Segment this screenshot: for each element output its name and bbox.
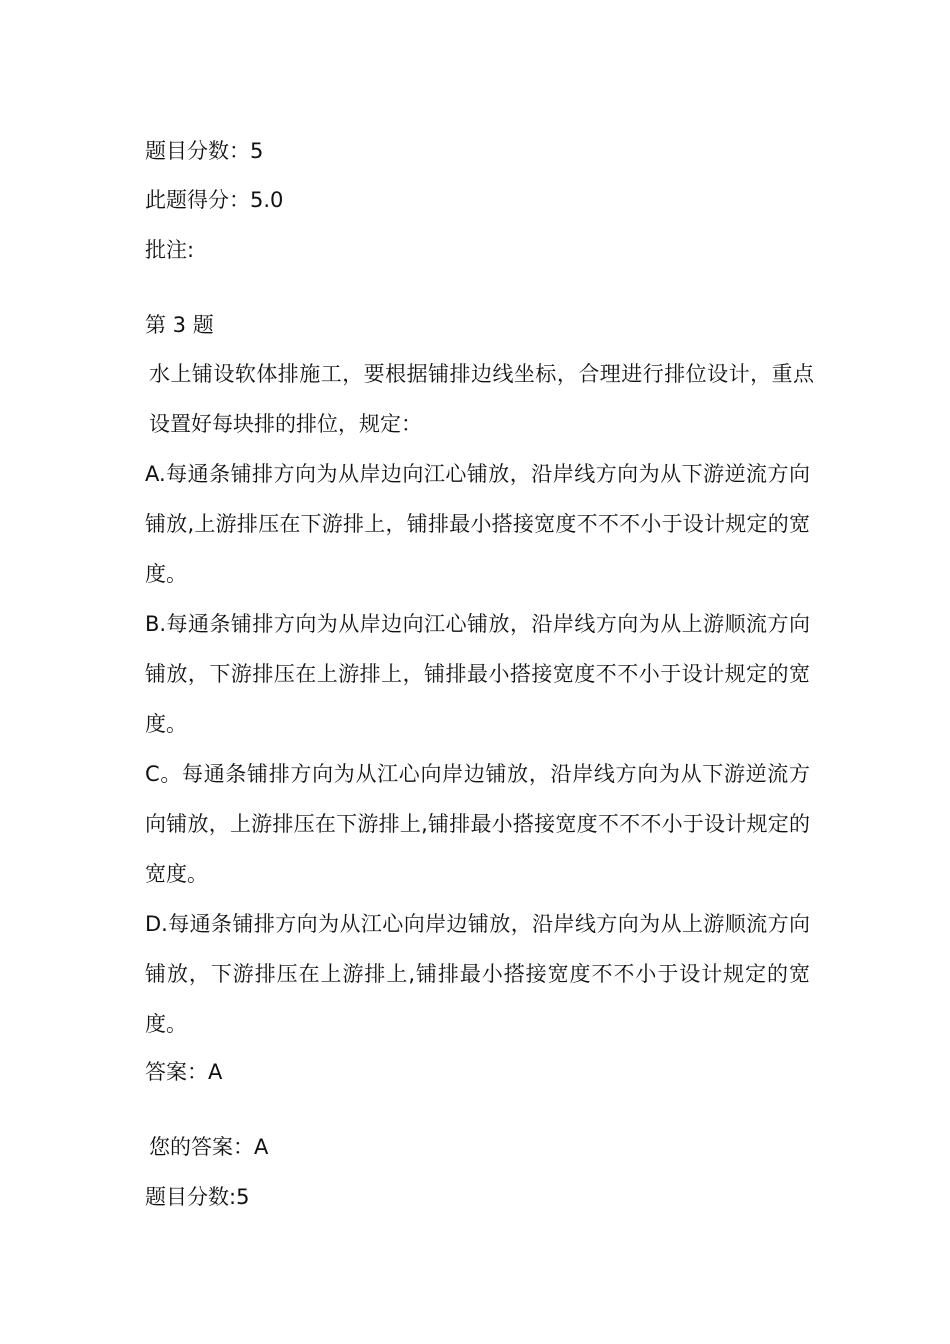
prev-earned-label: 此题得分：5.0 bbox=[145, 188, 284, 212]
option-c: C。每通条铺排方向为从江心向岸边铺放，沿岸线方向为从下游逆流方向铺放，上游排压在下游排上,铺排最小搭接宽度不不不小于设计规定的宽度。 bbox=[145, 762, 810, 886]
question-stem: 水上铺设软体排施工，要根据铺排边线坐标，合理进行排位设计，重点设置好每块排的排位，规定： bbox=[149, 362, 814, 436]
question-number: 第 3 题 bbox=[145, 313, 214, 337]
option-a: A.每通条铺排方向为从岸边向江心铺放，沿岸线方向为从下游逆流方向铺放,上游排压在下游排上，铺排最小搭接宽度不不不小于设计规定的宽度。 bbox=[145, 462, 810, 586]
answer-label: 答案：A bbox=[145, 1060, 223, 1084]
option-d: D.每通条铺排方向为从江心向岸边铺放，沿岸线方向为从上游顺流方向铺放，下游排压在上游排上,铺排最小搭接宽度不不小于设计规定的宽度。 bbox=[145, 912, 810, 1036]
prev-score-label: 题目分数：5 bbox=[145, 139, 264, 163]
prev-comment-label: 批注: bbox=[145, 238, 195, 262]
question-score-label: 题目分数:5 bbox=[145, 1185, 250, 1209]
option-b: B.每通条铺排方向为从岸边向江心铺放，沿岸线方向为从上游顺流方向铺放，下游排压在上游排上，铺排最小搭接宽度不不小于设计规定的宽度。 bbox=[145, 612, 810, 736]
your-answer-label: 您的答案：A bbox=[149, 1135, 269, 1159]
